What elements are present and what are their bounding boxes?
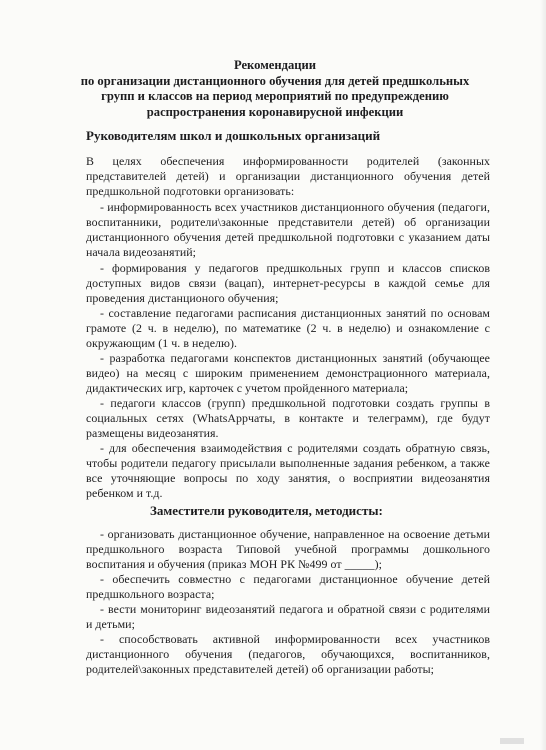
paragraph: - вести мониторинг видеозанятий педагога и обратной связи с родителями и детьми; [86,602,490,631]
scan-artifact [500,738,524,744]
paragraph: - организовать дистанционное обучение, направленное на освоение детьми предшкольного возраста Типовой учебной программы дошкольного воспитания и обучения (приказ МОН РК №499 от _____); [86,527,490,571]
document-title [60,58,490,120]
paragraph: - информированность всех участников дистанционного обучения (педагоги, воспитанники, родители\законные представители детей) об организации дистанционного обучения детей предшкольной подготовки с указанием даты начала видеозанятий; [86,200,490,259]
title-line: групп и классов на период мероприятий по предупреждению [101,89,449,103]
paragraph: - обеспечить совместно с педагогами дистанционное обучение детей предшкольного возраста; [86,572,490,601]
paragraph: - разработка педагогами конспектов дистанционных занятий (обучающее видео) на месяц с широким применением демонстрационного материала, дидактических игр, карточек с учетом пройденного материала; [86,351,490,395]
paragraph: - для обеспечения взаимодействия с родителями создать обратную связь, чтобы родители педагогу присылали выполненные задания ребенком, а также все уточняющие вопросы по ходу занятия, о восприятии видеозанятия ребенком и т.д. [86,441,490,500]
paragraph: - способствовать активной информированности всех участников дистанционного обучения (педагогов, обучающихся, воспитанников, родителей\законных представителей детей) об организации работы; [86,632,490,676]
paragraph: - педагоги классов (групп) предшкольной подготовки создать группы в социальных сетях (WhatsAppчаты, в контакте и телеграмм), где будут размещены видеозанятия. [86,396,490,440]
title-line: распространения коронавирусной инфекции [146,104,404,119]
paragraph: - составление педагогами расписания дистанционных занятий по основам грамоте (2 ч. в неделю), по математике (2 ч. в неделю) и ознакомление с окружающим (1 ч. в неделю). [86,306,490,350]
section-heading-school-leaders: Руководителям школ и дошкольных организаций [86,128,381,143]
scan-edge-shadow [540,0,546,750]
section-heading-deputies: Заместители руководителя, методисты: [150,503,383,518]
title-line: Рекомендации [233,58,317,72]
paragraph: - формирования у педагогов предшкольных групп и классов списков доступных видов связи (вацап), интернет-ресурсы в каждой семье для проведения дистанционого обучения; [86,261,490,305]
title-line: по организации дистанционного обучения для детей предшкольных [80,73,470,88]
paragraph: В целях обеспечения информированности родителей (законных представителей детей) и организации дистанционного обучения детей предшкольной подготовки организовать: [86,154,490,198]
